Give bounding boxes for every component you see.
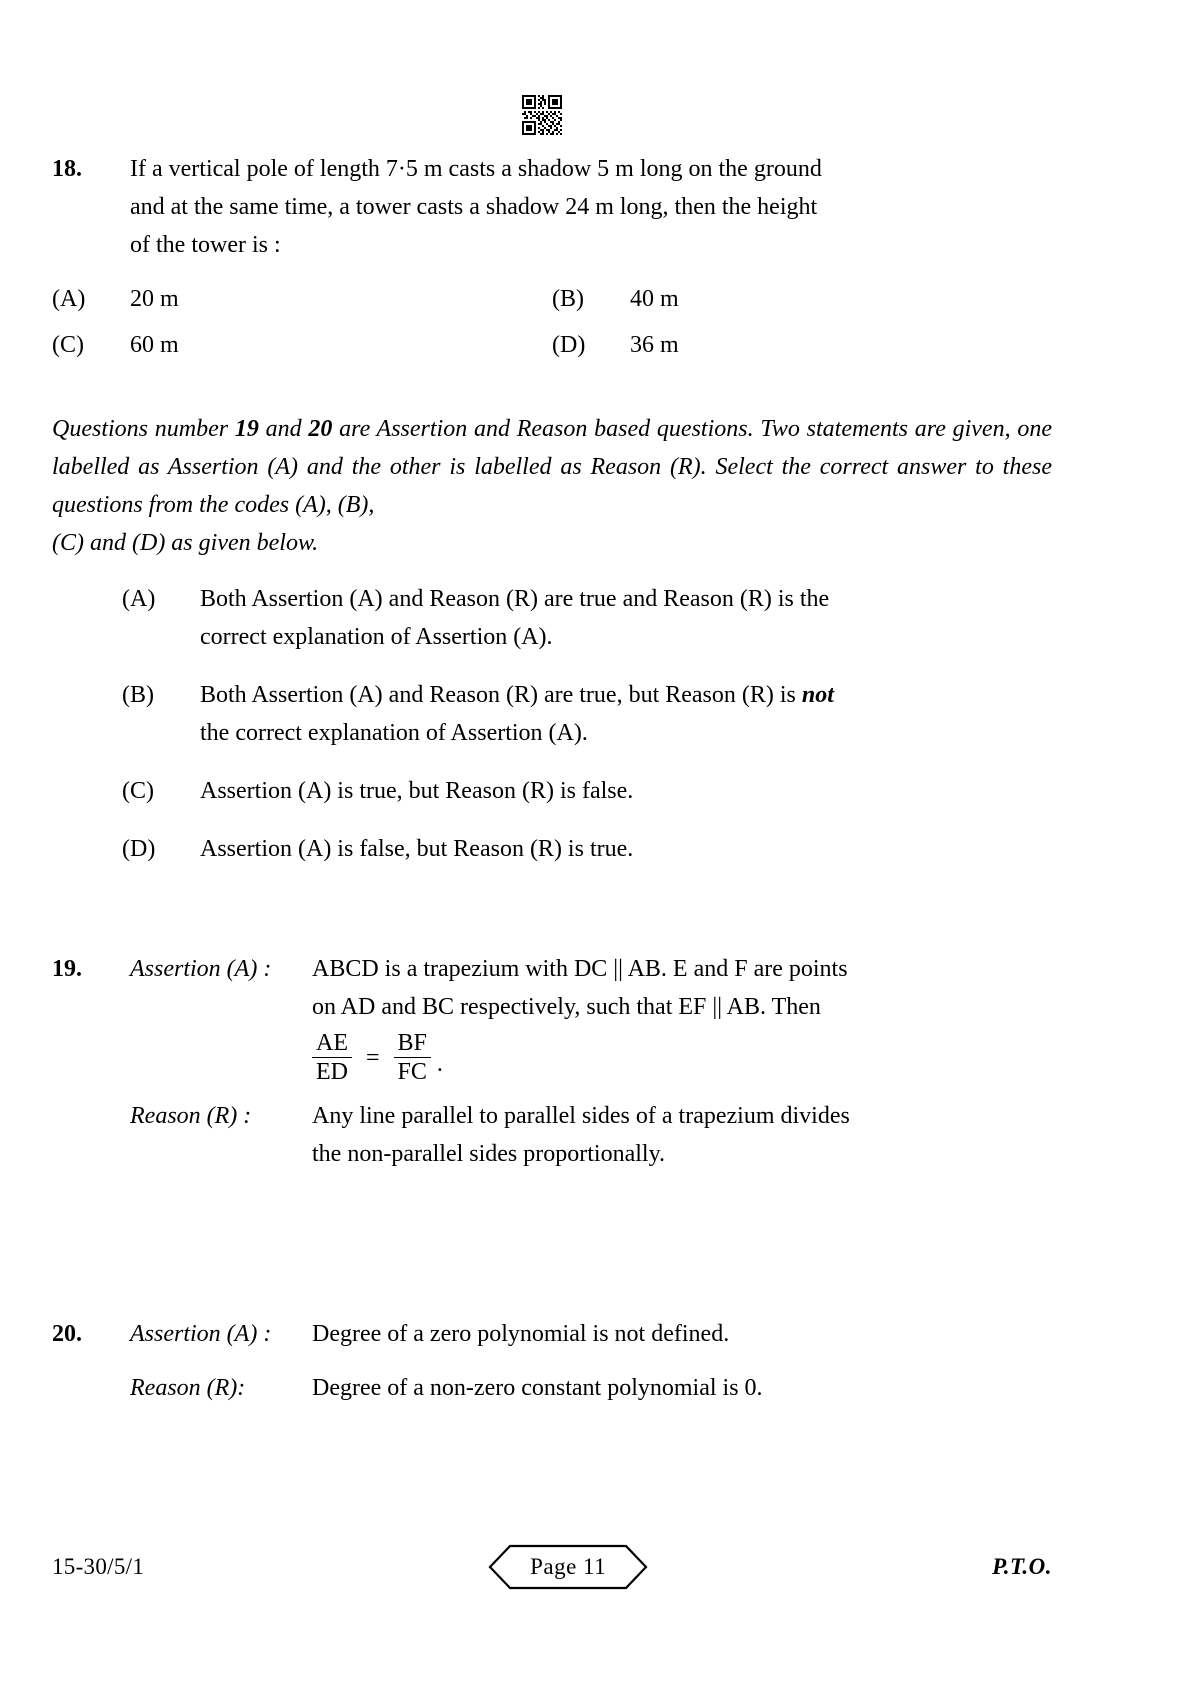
fraction-left-numerator: AE — [316, 1030, 348, 1056]
instruction-part-3: are Assertion and Reason based questions. Two statements are given, one labelled as Assertion (A) and the other is labelled as Reason (R). Select the correct answer to these questions from the codes (A), (B), — [52, 416, 1052, 518]
question-19-reason-row — [52, 1097, 1052, 1173]
code-option-b-line-1 — [200, 676, 1052, 714]
paper-code: 15-30/5/1 — [52, 1554, 145, 1579]
equals-sign: = — [366, 1044, 380, 1071]
page-number-label: Page 11 — [530, 1554, 607, 1579]
code-option-c-tag: (C) — [122, 778, 154, 804]
question-20-reason-line-1: Degree of a non-zero constant polynomial is 0. — [312, 1375, 763, 1401]
instruction-bold-19: 19 — [234, 416, 259, 442]
fraction-right — [394, 1030, 431, 1085]
question-20-number: 20. — [52, 1321, 82, 1347]
question-20-reason-label: Reason (R): — [130, 1375, 246, 1401]
option-c-tag: (C) — [52, 332, 84, 358]
question-18-options — [52, 280, 1052, 364]
question-18-number: 18. — [52, 156, 82, 182]
question-18-line-1: If a vertical pole of length 7·5 m casts a shadow 5 m long on the ground — [130, 156, 822, 182]
question-19-reason-line-2: the non-parallel sides proportionally. — [312, 1141, 666, 1167]
option-b[interactable] — [552, 280, 1052, 318]
question-20 — [52, 1315, 1052, 1407]
code-option-a-tag: (A) — [122, 586, 156, 612]
question-19-assertion-line-2: on AD and BC respectively, such that EF || AB. Then — [312, 994, 821, 1020]
question-19-reason-line-1: Any line parallel to parallel sides of a trapezium divides — [312, 1103, 850, 1129]
code-option-d-line-1: Assertion (A) is false, but Reason (R) is true. — [200, 836, 634, 862]
instruction-bold-20: 20 — [308, 416, 333, 442]
question-19-assertion-label: Assertion (A) : — [130, 956, 272, 982]
question-19-reason-text — [312, 1097, 1052, 1173]
option-a-tag: (A) — [52, 286, 86, 312]
code-option-a-line-1: Both Assertion (A) and Reason (R) are true and Reason (R) is the — [200, 586, 830, 612]
question-20-assertion-text — [312, 1315, 1052, 1353]
question-18-stem — [130, 150, 1052, 264]
question-18 — [52, 150, 1052, 372]
code-option-b-emphasis: not — [801, 682, 834, 708]
fraction-right-denominator: FC — [394, 1057, 431, 1085]
equation-period: . — [436, 1051, 443, 1077]
option-b-tag: (B) — [552, 286, 584, 312]
option-c[interactable] — [52, 326, 552, 364]
question-19-assertion-row — [52, 950, 1052, 988]
option-row-2 — [52, 326, 1052, 364]
option-b-text: 40 m — [630, 286, 679, 312]
qr-code-icon — [520, 93, 564, 137]
option-a[interactable] — [52, 280, 552, 318]
code-option-a-line-2: correct explanation of Assertion (A). — [200, 624, 553, 650]
code-option-a[interactable] — [122, 580, 1052, 656]
instruction-part-4: (C) and (D) as given below. — [52, 530, 319, 556]
fraction-right-numerator: BF — [397, 1030, 427, 1056]
option-row-1 — [52, 280, 1052, 318]
question-18-line-3: of the tower is : — [130, 232, 281, 258]
question-20-reason-row — [52, 1369, 1052, 1407]
assertion-reason-instruction — [52, 410, 1052, 562]
instruction-part-1: Questions number — [52, 416, 235, 442]
code-option-c-line-1: Assertion (A) is true, but Reason (R) is false. — [200, 778, 634, 804]
question-20-assertion-label: Assertion (A) : — [130, 1321, 272, 1347]
code-option-b-tag: (B) — [122, 682, 154, 708]
page-number-badge — [488, 1540, 648, 1594]
instruction-part-2: and — [258, 416, 309, 442]
question-20-reason-text — [312, 1369, 1052, 1407]
code-option-b-text — [200, 676, 1052, 752]
assertion-reason-codes — [122, 580, 1052, 888]
question-20-assertion-line-1: Degree of a zero polynomial is not defined. — [312, 1321, 730, 1347]
code-option-c[interactable] — [122, 772, 1052, 810]
code-option-d[interactable] — [122, 830, 1052, 868]
pto-label: P.T.O. — [992, 1554, 1052, 1579]
code-option-b[interactable] — [122, 676, 1052, 752]
question-19-equation — [312, 1030, 1052, 1085]
code-option-c-text — [200, 772, 1052, 810]
code-option-b-line-2: the correct explanation of Assertion (A). — [200, 720, 588, 746]
fraction-left-denominator: ED — [312, 1057, 352, 1085]
code-option-b-main: Both Assertion (A) and Reason (R) are true, but Reason (R) is — [200, 682, 802, 708]
question-19 — [52, 950, 1052, 1173]
question-19-number: 19. — [52, 956, 82, 982]
code-option-a-text — [200, 580, 1052, 656]
option-d-tag: (D) — [552, 332, 586, 358]
question-19-assertion-continued — [312, 988, 1052, 1085]
option-d[interactable] — [552, 326, 1052, 364]
question-19-reason-label: Reason (R) : — [130, 1103, 252, 1129]
code-option-d-text — [200, 830, 1052, 868]
question-20-assertion-row — [52, 1315, 1052, 1353]
instruction-paragraph — [52, 410, 1052, 524]
question-19-assertion-row-2 — [52, 988, 1052, 1085]
option-d-text: 36 m — [630, 332, 679, 358]
question-18-line-2: and at the same time, a tower casts a shadow 24 m long, then the height — [130, 194, 818, 220]
code-option-d-tag: (D) — [122, 836, 156, 862]
option-c-text: 60 m — [130, 332, 179, 358]
option-a-text: 20 m — [130, 286, 179, 312]
fraction-left — [312, 1030, 352, 1085]
page-footer — [52, 1540, 1052, 1594]
question-19-assertion-line-1: ABCD is a trapezium with DC || AB. E and F are points — [312, 956, 848, 982]
question-19-assertion-text — [312, 950, 1052, 988]
